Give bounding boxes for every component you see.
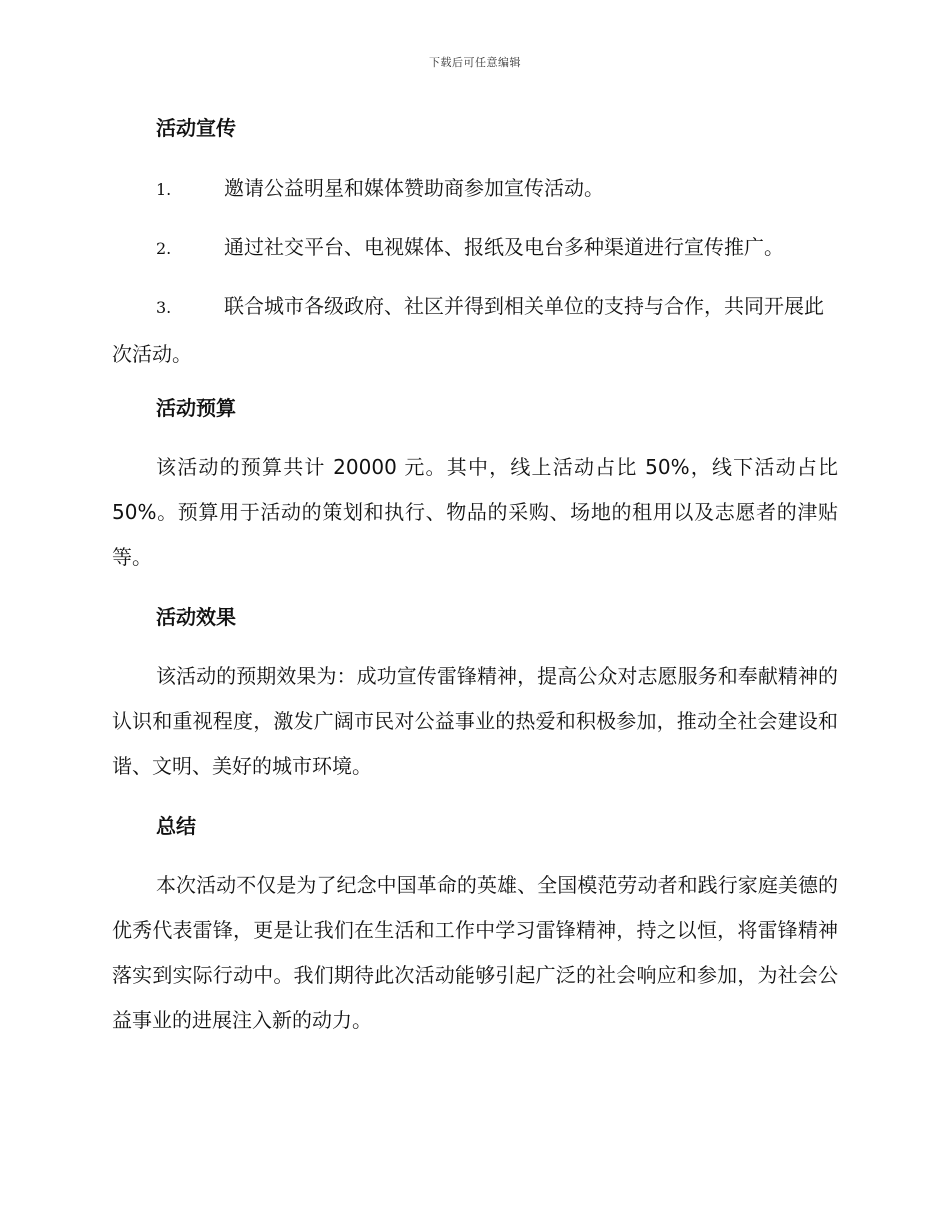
list-text: 邀请公益明星和媒体赞助商参加宣传活动。 (224, 176, 604, 200)
document-body (112, 108, 838, 1060)
section-title-effect: 活动效果 (156, 605, 236, 629)
page-header: 下载后可任意编辑 (429, 56, 521, 69)
section-title-summary: 总结 (156, 814, 196, 838)
summary-paragraph: 本次活动不仅是为了纪念中国革命的英雄、全国模范劳动者和践行家庭美德的优秀代表雷锋，更是让我们在生活和工作中学习雷锋精神，持之以恒，将雷锋精神落实到实际行动中。我们期待此次活动能够引起广泛的社会响应和参加，为社会公益事业的进展注入新的动力。 (112, 873, 838, 1032)
list-text: 通过社交平台、电视媒体、报纸及电台多种渠道进行宣传推广。 (224, 235, 784, 259)
list-text: 联合城市各级政府、社区并得到相关单位的支持与合作，共同开展此次活动。 (112, 294, 824, 366)
list-number: 1. (156, 180, 172, 199)
budget-paragraph: 该活动的预算共计 20000 元。其中，线上活动占比 50%，线下活动占比 50%。预算用于活动的策划和执行、物品的采购、场地的租用以及志愿者的津贴等。 (112, 455, 838, 569)
effect-paragraph: 该活动的预期效果为：成功宣传雷锋精神，提高公众对志愿服务和奉献精神的认识和重视程度，激发广阔市民对公益事业的热爱和积极参加，推动全社会建设和谐、文明、美好的城市环境。 (112, 664, 838, 778)
list-item (112, 165, 838, 213)
list-item (112, 283, 838, 377)
section-title-budget: 活动预算 (156, 396, 236, 420)
list-item (112, 224, 838, 272)
section-title-promotion: 活动宣传 (156, 116, 236, 140)
list-number: 2. (156, 239, 172, 258)
list-number: 3. (156, 298, 172, 317)
